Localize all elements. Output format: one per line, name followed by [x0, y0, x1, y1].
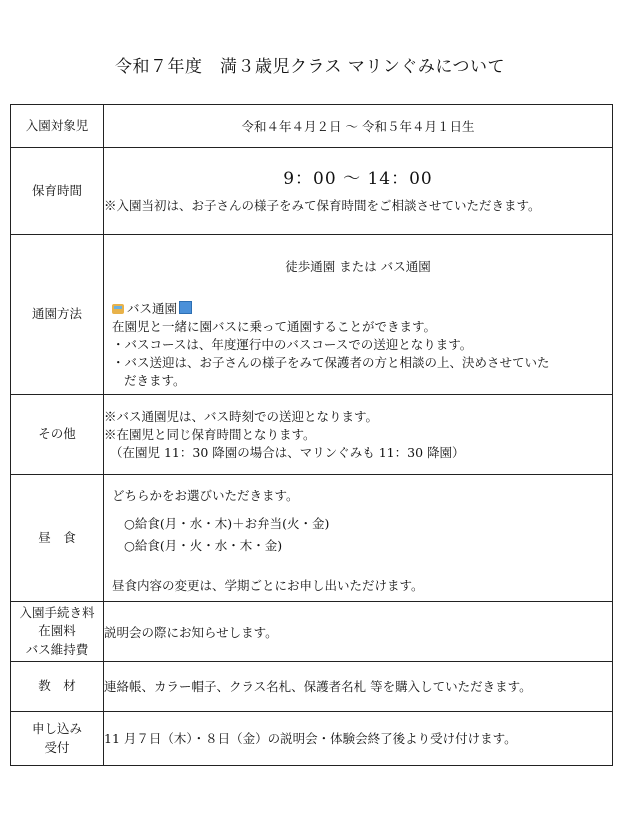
bus-text: 在園児と一緒に園バスに乗って通園することができます。 [112, 319, 437, 334]
table-row [11, 712, 613, 766]
row-value-commute [104, 235, 613, 395]
fees-label-3: バス維持費 [25, 641, 89, 657]
page-title: 令和７年度 満３歳児クラス マリンぐみについて [114, 57, 506, 77]
row-value-lunch [104, 475, 613, 602]
row-label-commute: 通園方法 [11, 235, 104, 395]
lunch-option-1: ○給食(月・水・木)＋お弁当(火・金) [124, 516, 330, 531]
hours-note: ※入園当初は、お子さんの様子をみて保育時間をご相談させていただきます。 [104, 198, 541, 213]
row-label-other: その他 [11, 395, 104, 475]
row-value-hours [104, 148, 613, 235]
table-row [11, 475, 613, 602]
row-value-eligibility: 令和４年４月２日 〜 令和５年４月１日生 [104, 105, 613, 148]
table-row [11, 662, 613, 712]
fees-label-1: 入園手続き料 [19, 605, 95, 621]
row-label-materials: 教 材 [11, 662, 104, 712]
other-line-1: ※バス通園児は、バス時刻での送迎となります。 [104, 408, 379, 424]
lunch-option-2: ○給食(月・火・水・木・金) [124, 538, 283, 553]
bus-heading-text: バス通園 [127, 301, 178, 316]
commute-options: 徒歩通園 または バス通園 [285, 259, 431, 274]
row-label-hours: 保育時間 [11, 148, 104, 235]
row-value-materials: 連絡帳、カラー帽子、クラス名札、保護者名札 等を購入していただきます。 [104, 662, 613, 712]
info-table [10, 104, 613, 766]
table-row [11, 395, 613, 475]
lunch-note: 昼食内容の変更は、学期ごとにお申し出いただけます。 [112, 578, 424, 593]
hours-time: 9：00 〜 14：00 [283, 169, 433, 189]
lunch-options [104, 475, 612, 569]
row-value-fees: 説明会の際にお知らせします。 [104, 602, 613, 662]
row-value-application: 11 月７日（木）・８日（金）の説明会・体験会終了後より受け付けます。 [104, 712, 613, 766]
table-row [11, 148, 613, 235]
bus-bullet-2a: ・バス送迎は、お子さんの様子をみて保護者の方と相談の上、決めさせていた [112, 355, 550, 370]
application-label-1: 申し込み [31, 721, 82, 737]
application-label-2: 受付 [44, 739, 70, 755]
tile-icon [179, 301, 192, 314]
table-row [11, 235, 613, 395]
bus-bullet-1: ・バスコースは、年度運行中のバスコースでの送迎となります。 [112, 337, 473, 352]
row-label-application [11, 712, 104, 766]
lunch-inner [104, 475, 612, 601]
table-row [11, 602, 613, 662]
other-line-2: ※在園児と同じ保育時間となります。 [104, 426, 316, 442]
lunch-intro: どちらかをお選びいただきます。 [112, 488, 299, 503]
commute-bus-details [104, 296, 612, 393]
bus-heading [112, 300, 604, 318]
table-row [11, 105, 613, 148]
row-label-eligibility: 入園対象児 [11, 105, 104, 148]
row-label-fees [11, 602, 104, 662]
fees-label-2: 在園料 [38, 623, 76, 639]
bus-icon [112, 304, 124, 314]
commute-inner [104, 236, 612, 393]
row-value-other [104, 395, 613, 475]
bus-bullet-2b: だきます。 [124, 373, 186, 388]
row-label-lunch: 昼 食 [11, 475, 104, 602]
other-line-3: （在園児 11：30 降園の場合は、マリンぐみも 11：30 降園） [110, 444, 465, 460]
